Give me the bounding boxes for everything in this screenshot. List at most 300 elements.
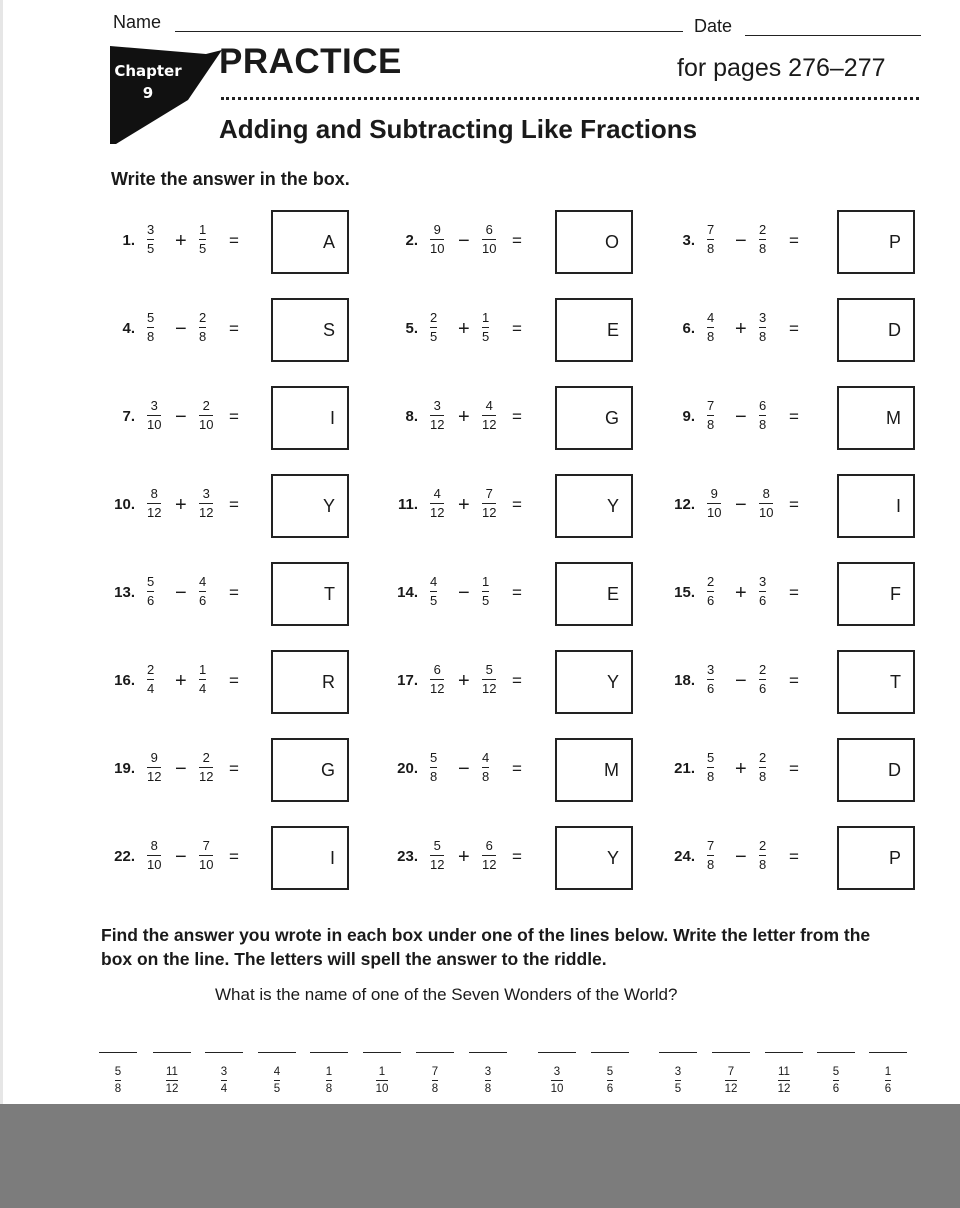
fraction-bar xyxy=(607,1080,613,1081)
fraction-a xyxy=(147,398,161,433)
answer-box[interactable]: S xyxy=(271,298,349,362)
problem-number: 1. xyxy=(122,232,135,249)
problem-item xyxy=(95,650,353,714)
denominator: 5 xyxy=(199,241,207,256)
fraction-bar xyxy=(430,591,437,592)
problem-item xyxy=(655,650,919,714)
fraction-b xyxy=(759,574,766,609)
answer-box[interactable]: P xyxy=(837,210,915,274)
fraction-bar xyxy=(199,767,213,768)
answer-box[interactable]: E xyxy=(555,298,633,362)
operator: + xyxy=(458,670,470,692)
problem-item xyxy=(95,298,353,362)
fraction-bar xyxy=(115,1080,121,1081)
answer-blank[interactable] xyxy=(869,1052,907,1062)
problem-item xyxy=(378,826,637,890)
denominator: 8 xyxy=(759,417,767,432)
fraction-a xyxy=(430,398,444,433)
fraction-a xyxy=(430,310,437,345)
answer-box[interactable]: I xyxy=(271,386,349,450)
answer-line-slot[interactable] xyxy=(712,1052,750,1096)
answer-line-slot[interactable] xyxy=(416,1052,454,1096)
answer-line-slot[interactable] xyxy=(538,1052,576,1096)
denominator: 12 xyxy=(430,857,445,872)
answer-blank[interactable] xyxy=(99,1052,137,1062)
fraction-bar xyxy=(759,767,766,768)
numerator: 3 xyxy=(707,662,715,677)
fraction-bar xyxy=(430,855,444,856)
answer-box[interactable]: G xyxy=(271,738,349,802)
find-instructions: Find the answer you wrote in each box under one of the lines below. Write the letter from the box on the line. The letters will spell the answer to the riddle. xyxy=(101,925,871,969)
denominator: 4 xyxy=(147,681,155,696)
denominator: 6 xyxy=(147,593,155,608)
equals-sign: = xyxy=(512,407,522,426)
chapter-word: Chapter xyxy=(114,62,182,80)
equals-sign: = xyxy=(512,847,522,866)
answer-box[interactable]: Y xyxy=(555,474,633,538)
fraction-b xyxy=(482,750,489,785)
name-label: Name xyxy=(113,12,162,32)
fraction-b xyxy=(199,662,206,697)
fraction-bar xyxy=(707,415,714,416)
numerator: 6 xyxy=(759,398,767,413)
fraction-b xyxy=(759,222,766,257)
denominator: 12 xyxy=(430,681,445,696)
fraction-a xyxy=(430,486,444,521)
numerator: 3 xyxy=(202,486,210,501)
answer-blank[interactable] xyxy=(153,1052,191,1062)
answer-box[interactable]: D xyxy=(837,738,915,802)
answer-box[interactable]: F xyxy=(837,562,915,626)
fraction-bar xyxy=(221,1080,227,1081)
operator: − xyxy=(735,230,747,252)
operator: − xyxy=(735,846,747,868)
fraction-bar xyxy=(707,591,714,592)
denominator: 12 xyxy=(482,857,497,872)
numerator: 7 xyxy=(431,1066,439,1078)
numerator: 2 xyxy=(759,222,767,237)
answer-box[interactable]: Y xyxy=(555,650,633,714)
fraction-bar xyxy=(199,679,206,680)
fraction-a xyxy=(707,222,714,257)
operator: − xyxy=(458,230,470,252)
problem-item xyxy=(378,650,637,714)
fraction-a xyxy=(430,750,437,785)
numerator: 5 xyxy=(147,310,155,325)
numerator: 1 xyxy=(199,222,207,237)
numerator: 1 xyxy=(199,662,207,677)
numerator: 5 xyxy=(707,750,715,765)
denominator: 6 xyxy=(707,593,715,608)
fraction-b xyxy=(482,486,496,521)
problem-number: 3. xyxy=(682,232,695,249)
fraction-b xyxy=(759,310,766,345)
answer-line-slot[interactable] xyxy=(817,1052,855,1096)
answer-blank[interactable] xyxy=(363,1052,401,1062)
fraction-a xyxy=(147,222,154,257)
denominator: 10 xyxy=(375,1083,389,1095)
date-label: Date xyxy=(694,16,733,36)
problem-item xyxy=(95,474,353,538)
fraction-bar xyxy=(482,767,489,768)
fraction-b xyxy=(759,838,766,873)
problem-item xyxy=(378,474,637,538)
operator: − xyxy=(458,758,470,780)
answer-line-slot[interactable] xyxy=(153,1052,191,1096)
operator: + xyxy=(458,406,470,428)
operator: + xyxy=(175,230,187,252)
problem-number: 16. xyxy=(114,672,135,689)
problem-item xyxy=(378,562,637,626)
answer-box[interactable]: R xyxy=(271,650,349,714)
fraction-bar xyxy=(147,327,154,328)
slot-fraction xyxy=(376,1065,389,1096)
operator: − xyxy=(735,670,747,692)
numerator: 2 xyxy=(759,838,767,853)
fraction-bar xyxy=(199,239,206,240)
problem-item xyxy=(655,562,919,626)
fraction-bar xyxy=(759,855,766,856)
denominator: 8 xyxy=(707,329,715,344)
fraction-a xyxy=(707,310,714,345)
answer-blank[interactable] xyxy=(205,1052,243,1062)
fraction-bar xyxy=(885,1080,891,1081)
fraction-bar xyxy=(199,415,213,416)
equals-sign: = xyxy=(512,671,522,690)
fraction-bar xyxy=(707,855,714,856)
denominator: 12 xyxy=(147,769,162,784)
answer-box[interactable]: G xyxy=(555,386,633,450)
operator: − xyxy=(175,846,187,868)
answer-blank[interactable] xyxy=(765,1052,803,1062)
denominator: 12 xyxy=(165,1083,179,1095)
problem-number: 12. xyxy=(674,496,695,513)
answer-blank[interactable] xyxy=(712,1052,750,1062)
operator: + xyxy=(175,494,187,516)
answer-line-slot[interactable] xyxy=(205,1052,243,1096)
numerator: 3 xyxy=(484,1066,492,1078)
numerator: 8 xyxy=(762,486,770,501)
fraction-bar xyxy=(199,503,213,504)
fraction-bar xyxy=(199,855,213,856)
fraction-a xyxy=(707,486,721,521)
numerator: 4 xyxy=(430,574,438,589)
numerator: 1 xyxy=(378,1066,386,1078)
problem-item xyxy=(95,386,353,450)
numerator: 5 xyxy=(433,838,441,853)
answer-line-slot[interactable] xyxy=(765,1052,803,1096)
denominator: 5 xyxy=(482,329,490,344)
answer-box[interactable]: P xyxy=(837,826,915,890)
operator: − xyxy=(458,582,470,604)
numerator: 1 xyxy=(325,1066,333,1078)
answer-blank[interactable] xyxy=(538,1052,576,1062)
fraction-bar xyxy=(707,767,714,768)
answer-box[interactable]: M xyxy=(555,738,633,802)
slot-fraction xyxy=(166,1065,179,1096)
answer-box[interactable]: Y xyxy=(555,826,633,890)
fraction-b xyxy=(199,310,206,345)
chapter-number: 9 xyxy=(142,84,154,102)
answer-line-slot[interactable] xyxy=(869,1052,907,1096)
operator: − xyxy=(735,494,747,516)
numerator: 4 xyxy=(433,486,441,501)
denominator: 12 xyxy=(777,1083,791,1095)
fraction-bar xyxy=(485,1080,491,1081)
fraction-a xyxy=(707,574,714,609)
instruction: Write the answer in the box. xyxy=(111,169,350,189)
answer-blank[interactable] xyxy=(469,1052,507,1062)
answer-box[interactable]: Y xyxy=(271,474,349,538)
denominator: 12 xyxy=(430,417,445,432)
fraction-bar xyxy=(707,679,714,680)
problem-number: 22. xyxy=(114,848,135,865)
answer-blank[interactable] xyxy=(310,1052,348,1062)
name-line[interactable] xyxy=(175,31,683,32)
riddle-question: What is the name of one of the Seven Wonders of the World? xyxy=(215,985,678,1004)
answer-box[interactable]: D xyxy=(837,298,915,362)
answer-line-slot[interactable] xyxy=(363,1052,401,1096)
fraction-bar xyxy=(326,1080,332,1081)
fraction-a xyxy=(147,310,154,345)
fraction-bar xyxy=(759,327,766,328)
denominator: 10 xyxy=(707,505,722,520)
fraction-bar xyxy=(147,855,161,856)
problem-item xyxy=(95,738,353,802)
operator: + xyxy=(735,318,747,340)
answer-box[interactable]: O xyxy=(555,210,633,274)
date-line[interactable] xyxy=(745,35,921,36)
fraction-bar xyxy=(482,327,489,328)
denominator: 10 xyxy=(199,417,214,432)
fraction-a xyxy=(147,750,161,785)
fraction-a xyxy=(707,662,714,697)
problem-number: 21. xyxy=(674,760,695,777)
fraction-bar xyxy=(147,591,154,592)
answer-line-slot[interactable] xyxy=(310,1052,348,1096)
answer-blank[interactable] xyxy=(817,1052,855,1062)
fraction-bar xyxy=(430,679,444,680)
answer-blank[interactable] xyxy=(416,1052,454,1062)
equals-sign: = xyxy=(789,495,799,514)
numerator: 3 xyxy=(674,1066,682,1078)
denominator: 10 xyxy=(199,857,214,872)
numerator: 5 xyxy=(147,574,155,589)
problem-item xyxy=(655,474,919,538)
page-reference: for pages 276–277 xyxy=(677,54,886,82)
slot-fraction xyxy=(833,1065,839,1096)
problem-item xyxy=(655,826,919,890)
answer-blank[interactable] xyxy=(659,1052,697,1062)
slot-fraction xyxy=(551,1065,564,1096)
denominator: 10 xyxy=(147,857,162,872)
equals-sign: = xyxy=(229,583,239,602)
fraction-a xyxy=(430,838,444,873)
answer-line-slot[interactable] xyxy=(659,1052,697,1096)
fraction-bar xyxy=(147,767,161,768)
fraction-bar xyxy=(707,239,714,240)
denominator: 12 xyxy=(482,417,497,432)
problem-number: 2. xyxy=(405,232,418,249)
equals-sign: = xyxy=(789,231,799,250)
denominator: 8 xyxy=(199,329,207,344)
equals-sign: = xyxy=(512,495,522,514)
fraction-bar xyxy=(482,503,496,504)
problem-number: 17. xyxy=(397,672,418,689)
fraction-bar xyxy=(675,1080,681,1081)
numerator: 7 xyxy=(707,838,715,853)
equals-sign: = xyxy=(789,847,799,866)
problem-number: 24. xyxy=(674,848,695,865)
problem-number: 9. xyxy=(682,408,695,425)
fraction-bar xyxy=(166,1080,179,1081)
denominator: 8 xyxy=(759,857,767,872)
answer-box[interactable]: I xyxy=(271,826,349,890)
fraction-bar xyxy=(833,1080,839,1081)
numerator: 2 xyxy=(759,750,767,765)
fraction-a xyxy=(430,662,444,697)
numerator: 5 xyxy=(485,662,493,677)
slot-fraction xyxy=(326,1065,332,1096)
numerator: 4 xyxy=(485,398,493,413)
fraction-bar xyxy=(430,503,444,504)
denominator: 6 xyxy=(832,1083,840,1095)
slot-fraction xyxy=(274,1065,280,1096)
answer-blank[interactable] xyxy=(258,1052,296,1062)
fraction-bar xyxy=(430,415,444,416)
denominator: 8 xyxy=(707,857,715,872)
denominator: 5 xyxy=(430,593,438,608)
denominator: 6 xyxy=(199,593,207,608)
equals-sign: = xyxy=(512,759,522,778)
problem-item xyxy=(655,738,919,802)
denominator: 10 xyxy=(550,1083,564,1095)
problem-number: 5. xyxy=(405,320,418,337)
fraction-bar xyxy=(147,679,154,680)
numerator: 2 xyxy=(199,310,207,325)
fraction-a xyxy=(147,838,161,873)
numerator: 2 xyxy=(759,662,767,677)
fraction-b xyxy=(759,662,766,697)
fraction-b xyxy=(482,662,496,697)
answer-box[interactable]: I xyxy=(837,474,915,538)
fraction-bar xyxy=(759,239,766,240)
fraction-bar xyxy=(482,679,496,680)
fraction-bar xyxy=(430,239,444,240)
answer-box[interactable]: A xyxy=(271,210,349,274)
problem-item xyxy=(378,210,637,274)
numerator: 4 xyxy=(199,574,207,589)
page-title: PRACTICE xyxy=(219,42,402,81)
fraction-bar xyxy=(778,1080,791,1081)
dotted-divider xyxy=(221,97,919,100)
numerator: 1 xyxy=(482,574,490,589)
numerator: 9 xyxy=(710,486,718,501)
answer-box[interactable]: M xyxy=(837,386,915,450)
numerator: 7 xyxy=(202,838,210,853)
denominator: 5 xyxy=(273,1083,281,1095)
operator: + xyxy=(175,670,187,692)
fraction-b xyxy=(759,486,773,521)
denominator: 12 xyxy=(147,505,162,520)
denominator: 8 xyxy=(707,241,715,256)
fraction-b xyxy=(199,398,213,433)
problem-number: 6. xyxy=(682,320,695,337)
denominator: 12 xyxy=(482,681,497,696)
fraction-bar xyxy=(482,855,496,856)
problem-item xyxy=(378,738,637,802)
fraction-bar xyxy=(759,679,766,680)
fraction-a xyxy=(707,398,714,433)
denominator: 8 xyxy=(482,769,490,784)
fraction-bar xyxy=(199,591,206,592)
numerator: 7 xyxy=(727,1066,735,1078)
denominator: 4 xyxy=(199,681,207,696)
operator: + xyxy=(458,318,470,340)
answer-line-slot[interactable] xyxy=(99,1052,137,1096)
fraction-bar xyxy=(199,327,206,328)
denominator: 6 xyxy=(884,1083,892,1095)
equals-sign: = xyxy=(229,231,239,250)
fraction-a xyxy=(707,838,714,873)
numerator: 6 xyxy=(433,662,441,677)
answer-blank[interactable] xyxy=(591,1052,629,1062)
fraction-b xyxy=(759,398,766,433)
fraction-b xyxy=(199,486,213,521)
denominator: 8 xyxy=(114,1083,122,1095)
slot-fraction xyxy=(675,1065,681,1096)
fraction-bar xyxy=(759,591,766,592)
chapter-label xyxy=(113,60,183,104)
problem-number: 13. xyxy=(114,584,135,601)
problem-item xyxy=(655,210,919,274)
fraction-bar xyxy=(274,1080,280,1081)
fraction-bar xyxy=(147,503,161,504)
denominator: 8 xyxy=(431,1083,439,1095)
slot-fraction xyxy=(485,1065,491,1096)
answer-box[interactable]: T xyxy=(837,650,915,714)
operator: − xyxy=(735,406,747,428)
numerator: 3 xyxy=(553,1066,561,1078)
answer-box[interactable]: E xyxy=(555,562,633,626)
equals-sign: = xyxy=(512,319,522,338)
answer-box[interactable]: T xyxy=(271,562,349,626)
problem-item xyxy=(655,298,919,362)
answer-line-slot[interactable] xyxy=(591,1052,629,1096)
equals-sign: = xyxy=(229,671,239,690)
operator: − xyxy=(175,758,187,780)
denominator: 8 xyxy=(430,769,438,784)
denominator: 12 xyxy=(199,505,214,520)
answer-line-slot[interactable] xyxy=(258,1052,296,1096)
numerator: 9 xyxy=(150,750,158,765)
fraction-bar xyxy=(147,415,161,416)
fraction-b xyxy=(482,222,496,257)
denominator: 8 xyxy=(759,329,767,344)
operator: − xyxy=(175,318,187,340)
slot-fraction xyxy=(221,1065,227,1096)
denominator: 6 xyxy=(707,681,715,696)
fraction-bar xyxy=(759,503,773,504)
denominator: 5 xyxy=(482,593,490,608)
numerator: 8 xyxy=(150,486,158,501)
denominator: 12 xyxy=(482,505,497,520)
answer-line-slot[interactable] xyxy=(469,1052,507,1096)
numerator: 4 xyxy=(273,1066,281,1078)
fraction-a xyxy=(147,486,161,521)
operator: + xyxy=(458,846,470,868)
problem-number: 23. xyxy=(397,848,418,865)
